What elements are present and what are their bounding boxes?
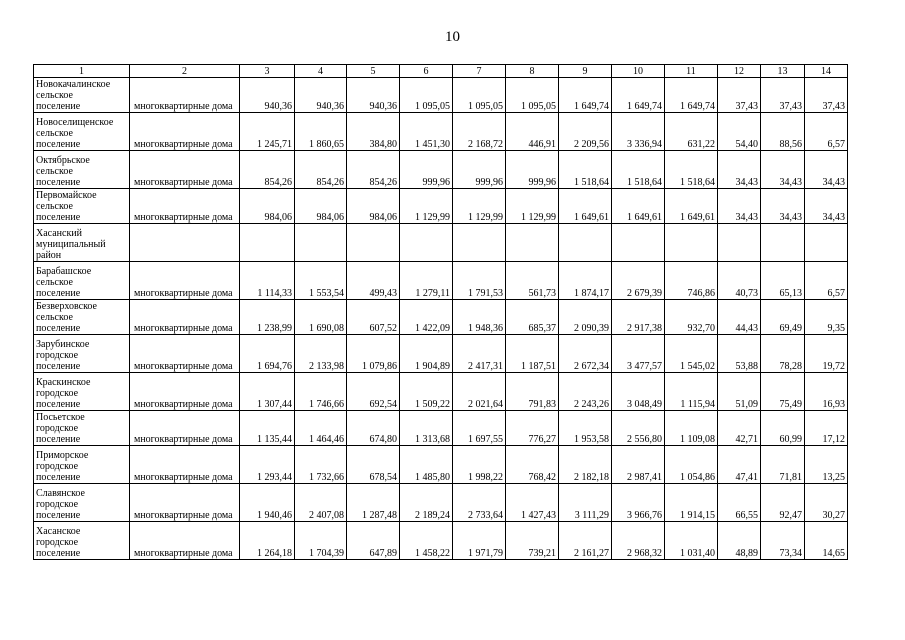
column-number-header: 12 bbox=[718, 65, 761, 78]
tariff-value-cell bbox=[665, 224, 718, 262]
table-header-row bbox=[34, 65, 848, 78]
settlement-name-line: Славянское bbox=[36, 488, 85, 499]
column-number-header: 1 bbox=[34, 65, 130, 78]
settlement-name-line: Новокачалинское bbox=[36, 79, 111, 90]
settlement-name-line: поселение bbox=[36, 323, 81, 334]
settlement-name-cell bbox=[34, 113, 130, 151]
tariff-value-cell: 1 115,94 bbox=[665, 373, 718, 411]
tariff-value-cell: 19,72 bbox=[805, 335, 848, 373]
table-row bbox=[34, 151, 848, 189]
tariff-value-cell bbox=[295, 224, 347, 262]
tariff-value-cell: 1 095,05 bbox=[506, 78, 559, 113]
settlement-name-line: сельское bbox=[36, 312, 73, 323]
tariff-value-cell bbox=[347, 224, 400, 262]
tariff-value-cell: 1 114,33 bbox=[240, 262, 295, 300]
tariff-value-cell: 78,28 bbox=[761, 335, 805, 373]
settlement-name-cell bbox=[34, 411, 130, 446]
page-number: 10 bbox=[445, 29, 460, 45]
tariff-value-cell: 384,80 bbox=[347, 113, 400, 151]
tariff-value-cell: 2 182,18 bbox=[559, 446, 612, 484]
tariff-value-cell: 2 407,08 bbox=[295, 484, 347, 522]
tariff-value-cell: 1 509,22 bbox=[400, 373, 453, 411]
tariff-value-cell: 940,36 bbox=[240, 78, 295, 113]
settlement-name-line: поселение bbox=[36, 139, 81, 150]
tariff-value-cell: 37,43 bbox=[718, 78, 761, 113]
settlement-name-line: Хасанский bbox=[36, 228, 83, 239]
tariff-value-cell: 1 451,30 bbox=[400, 113, 453, 151]
housing-type-cell bbox=[130, 224, 240, 262]
tariff-value-cell: 1 422,09 bbox=[400, 300, 453, 335]
tariff-value-cell bbox=[761, 224, 805, 262]
housing-type-cell: многоквартирные дома bbox=[130, 113, 240, 151]
tariff-value-cell: 1 129,99 bbox=[506, 189, 559, 224]
tariff-value-cell: 1 279,11 bbox=[400, 262, 453, 300]
settlement-name-line: городское bbox=[36, 388, 79, 399]
tariff-value-cell: 746,86 bbox=[665, 262, 718, 300]
tariff-value-cell: 1 732,66 bbox=[295, 446, 347, 484]
tariff-value-cell: 34,43 bbox=[805, 151, 848, 189]
tariff-value-cell: 1 940,46 bbox=[240, 484, 295, 522]
tariff-value-cell: 1 914,15 bbox=[665, 484, 718, 522]
tariff-value-cell: 1 874,17 bbox=[559, 262, 612, 300]
table-row bbox=[34, 189, 848, 224]
tariff-value-cell: 607,52 bbox=[347, 300, 400, 335]
settlement-name-line: район bbox=[36, 250, 62, 261]
settlement-name-cell bbox=[34, 262, 130, 300]
column-number-header: 2 bbox=[130, 65, 240, 78]
tariff-value-cell: 984,06 bbox=[347, 189, 400, 224]
settlement-name-line: городское bbox=[36, 499, 79, 510]
tariff-value-cell: 1 948,36 bbox=[453, 300, 506, 335]
column-number-header: 7 bbox=[453, 65, 506, 78]
tariff-value-cell: 1 485,80 bbox=[400, 446, 453, 484]
tariff-value-cell: 854,26 bbox=[347, 151, 400, 189]
tariff-value-cell: 1 031,40 bbox=[665, 522, 718, 560]
settlement-name-line: Приморское bbox=[36, 450, 89, 461]
tariff-value-cell: 66,55 bbox=[718, 484, 761, 522]
tariff-value-cell: 34,43 bbox=[761, 151, 805, 189]
tariff-value-cell bbox=[805, 224, 848, 262]
settlement-name-line: поселение bbox=[36, 548, 81, 559]
tariff-value-cell: 1 697,55 bbox=[453, 411, 506, 446]
tariff-value-cell: 674,80 bbox=[347, 411, 400, 446]
tariff-value-cell: 47,41 bbox=[718, 446, 761, 484]
settlement-name-line: муниципальный bbox=[36, 239, 106, 250]
tariff-value-cell: 16,93 bbox=[805, 373, 848, 411]
tariff-value-cell: 1 649,74 bbox=[665, 78, 718, 113]
column-number-header: 5 bbox=[347, 65, 400, 78]
settlement-name-line: поселение bbox=[36, 399, 81, 410]
settlement-name-cell bbox=[34, 373, 130, 411]
tariff-value-cell: 6,57 bbox=[805, 113, 848, 151]
settlement-name-cell bbox=[34, 224, 130, 262]
tariff-value-cell: 446,91 bbox=[506, 113, 559, 151]
table-row bbox=[34, 78, 848, 113]
tariff-value-cell: 984,06 bbox=[240, 189, 295, 224]
tariff-value-cell: 932,70 bbox=[665, 300, 718, 335]
tariff-value-cell: 30,27 bbox=[805, 484, 848, 522]
settlement-name-line: Безверховское bbox=[36, 301, 97, 312]
settlement-name-line: Зарубинское bbox=[36, 339, 90, 350]
tariff-value-cell: 2 161,27 bbox=[559, 522, 612, 560]
tariff-value-cell: 854,26 bbox=[295, 151, 347, 189]
table-row bbox=[34, 446, 848, 484]
tariff-value-cell: 65,13 bbox=[761, 262, 805, 300]
settlement-name-cell bbox=[34, 484, 130, 522]
tariff-value-cell: 3 477,57 bbox=[612, 335, 665, 373]
tariff-value-cell: 2 090,39 bbox=[559, 300, 612, 335]
settlement-name-cell bbox=[34, 78, 130, 113]
tariff-value-cell: 739,21 bbox=[506, 522, 559, 560]
settlement-name-line: сельское bbox=[36, 128, 73, 139]
tariff-value-cell: 51,09 bbox=[718, 373, 761, 411]
tariff-value-cell bbox=[240, 224, 295, 262]
tariff-value-cell: 647,89 bbox=[347, 522, 400, 560]
column-number-header: 14 bbox=[805, 65, 848, 78]
tariff-value-cell: 34,43 bbox=[805, 189, 848, 224]
table-row bbox=[34, 300, 848, 335]
tariff-value-cell: 73,34 bbox=[761, 522, 805, 560]
settlement-name-line: сельское bbox=[36, 166, 73, 177]
tariff-value-cell: 2 243,26 bbox=[559, 373, 612, 411]
tariff-value-cell: 1 287,48 bbox=[347, 484, 400, 522]
settlement-name-line: сельское bbox=[36, 201, 73, 212]
settlement-name-line: городское bbox=[36, 350, 79, 361]
tariff-value-cell: 2 189,24 bbox=[400, 484, 453, 522]
tariff-value-cell bbox=[400, 224, 453, 262]
tariff-value-cell: 2 168,72 bbox=[453, 113, 506, 151]
column-number-header: 4 bbox=[295, 65, 347, 78]
settlement-name-cell bbox=[34, 335, 130, 373]
tariff-value-cell: 2 417,31 bbox=[453, 335, 506, 373]
tariff-value-cell: 2 679,39 bbox=[612, 262, 665, 300]
tariff-value-cell: 1 649,74 bbox=[612, 78, 665, 113]
settlement-name-line: поселение bbox=[36, 101, 81, 112]
tariff-value-cell: 1 238,99 bbox=[240, 300, 295, 335]
column-number-header: 10 bbox=[612, 65, 665, 78]
tariff-value-cell: 1 458,22 bbox=[400, 522, 453, 560]
tariff-value-cell: 1 079,86 bbox=[347, 335, 400, 373]
tariff-value-cell: 1 109,08 bbox=[665, 411, 718, 446]
tariff-value-cell: 13,25 bbox=[805, 446, 848, 484]
tariff-value-cell: 776,27 bbox=[506, 411, 559, 446]
tariff-value-cell: 1 307,44 bbox=[240, 373, 295, 411]
table-row bbox=[34, 224, 848, 262]
settlement-name-line: городское bbox=[36, 423, 79, 434]
tariff-value-cell: 499,43 bbox=[347, 262, 400, 300]
table-row bbox=[34, 411, 848, 446]
tariff-value-cell: 34,43 bbox=[718, 189, 761, 224]
tariff-value-cell: 92,47 bbox=[761, 484, 805, 522]
settlement-name-line: поселение bbox=[36, 361, 81, 372]
tariff-value-cell: 984,06 bbox=[295, 189, 347, 224]
column-number-header: 6 bbox=[400, 65, 453, 78]
tariff-value-cell: 37,43 bbox=[805, 78, 848, 113]
tariff-value-cell: 1 998,22 bbox=[453, 446, 506, 484]
housing-type-cell: многоквартирные дома bbox=[130, 522, 240, 560]
tariff-value-cell: 44,43 bbox=[718, 300, 761, 335]
settlement-name-line: сельское bbox=[36, 277, 73, 288]
settlement-name-cell bbox=[34, 522, 130, 560]
tariff-value-cell: 1 095,05 bbox=[453, 78, 506, 113]
tariff-value-cell: 791,83 bbox=[506, 373, 559, 411]
tariff-value-cell: 54,40 bbox=[718, 113, 761, 151]
settlement-name-line: городское bbox=[36, 537, 79, 548]
settlement-name-cell bbox=[34, 151, 130, 189]
tariff-value-cell: 1 293,44 bbox=[240, 446, 295, 484]
tariff-value-cell: 768,42 bbox=[506, 446, 559, 484]
settlement-name-line: поселение bbox=[36, 288, 81, 299]
settlement-name-line: Барабашское bbox=[36, 266, 92, 277]
tariff-value-cell bbox=[718, 224, 761, 262]
column-number-header: 11 bbox=[665, 65, 718, 78]
tariff-value-cell: 2 556,80 bbox=[612, 411, 665, 446]
tariff-value-cell: 1 704,39 bbox=[295, 522, 347, 560]
tariff-value-cell: 1 518,64 bbox=[665, 151, 718, 189]
housing-type-cell: многоквартирные дома bbox=[130, 373, 240, 411]
housing-type-cell: многоквартирные дома bbox=[130, 411, 240, 446]
tariff-value-cell: 685,37 bbox=[506, 300, 559, 335]
tariff-value-cell: 1 427,43 bbox=[506, 484, 559, 522]
tariff-value-cell: 2 209,56 bbox=[559, 113, 612, 151]
tariff-value-cell: 3 111,29 bbox=[559, 484, 612, 522]
tariff-value-cell: 1 129,99 bbox=[453, 189, 506, 224]
tariff-value-cell: 3 048,49 bbox=[612, 373, 665, 411]
tariff-value-cell: 75,49 bbox=[761, 373, 805, 411]
tariff-value-cell: 631,22 bbox=[665, 113, 718, 151]
tariff-value-cell: 1 791,53 bbox=[453, 262, 506, 300]
tariff-value-cell: 1 187,51 bbox=[506, 335, 559, 373]
tariff-value-cell: 1 860,65 bbox=[295, 113, 347, 151]
tariff-value-cell bbox=[506, 224, 559, 262]
tariff-value-cell: 9,35 bbox=[805, 300, 848, 335]
tariff-value-cell: 60,99 bbox=[761, 411, 805, 446]
table-row bbox=[34, 113, 848, 151]
settlement-name-cell bbox=[34, 189, 130, 224]
tariff-value-cell: 14,65 bbox=[805, 522, 848, 560]
tariff-value-cell: 561,73 bbox=[506, 262, 559, 300]
tariff-value-cell: 1 518,64 bbox=[559, 151, 612, 189]
tariff-value-cell: 34,43 bbox=[761, 189, 805, 224]
table-row bbox=[34, 335, 848, 373]
tariff-value-cell: 1 264,18 bbox=[240, 522, 295, 560]
settlement-name-line: поселение bbox=[36, 510, 81, 521]
tariff-value-cell: 48,89 bbox=[718, 522, 761, 560]
tariff-value-cell: 1 971,79 bbox=[453, 522, 506, 560]
tariff-value-cell: 1 649,74 bbox=[559, 78, 612, 113]
tariff-value-cell: 1 746,66 bbox=[295, 373, 347, 411]
tariff-value-cell: 3 336,94 bbox=[612, 113, 665, 151]
settlement-name-line: поселение bbox=[36, 472, 81, 483]
tariff-value-cell: 940,36 bbox=[295, 78, 347, 113]
tariff-table bbox=[33, 64, 848, 560]
tariff-value-cell: 1 545,02 bbox=[665, 335, 718, 373]
tariff-value-cell: 999,96 bbox=[453, 151, 506, 189]
table-row bbox=[34, 262, 848, 300]
tariff-value-cell: 1 464,46 bbox=[295, 411, 347, 446]
settlement-name-line: Новоселищенское bbox=[36, 117, 114, 128]
tariff-value-cell: 1 953,58 bbox=[559, 411, 612, 446]
tariff-value-cell: 692,54 bbox=[347, 373, 400, 411]
tariff-value-cell: 2 968,32 bbox=[612, 522, 665, 560]
housing-type-cell: многоквартирные дома bbox=[130, 78, 240, 113]
table-row bbox=[34, 373, 848, 411]
settlement-name-cell bbox=[34, 446, 130, 484]
tariff-value-cell: 2 672,34 bbox=[559, 335, 612, 373]
housing-type-cell: многоквартирные дома bbox=[130, 151, 240, 189]
settlement-name-line: поселение bbox=[36, 177, 81, 188]
tariff-value-cell: 1 135,44 bbox=[240, 411, 295, 446]
housing-type-cell: многоквартирные дома bbox=[130, 484, 240, 522]
tariff-value-cell: 1 690,08 bbox=[295, 300, 347, 335]
settlement-name-line: Октябрьское bbox=[36, 155, 90, 166]
tariff-value-cell: 34,43 bbox=[718, 151, 761, 189]
tariff-value-cell: 1 904,89 bbox=[400, 335, 453, 373]
tariff-value-cell: 940,36 bbox=[347, 78, 400, 113]
tariff-value-cell: 2 987,41 bbox=[612, 446, 665, 484]
tariff-value-cell: 854,26 bbox=[240, 151, 295, 189]
table-row bbox=[34, 484, 848, 522]
settlement-name-line: Посьетское bbox=[36, 412, 85, 423]
tariff-value-cell: 1 553,54 bbox=[295, 262, 347, 300]
table-body bbox=[34, 65, 848, 560]
tariff-value-cell: 71,81 bbox=[761, 446, 805, 484]
tariff-value-cell: 37,43 bbox=[761, 78, 805, 113]
housing-type-cell: многоквартирные дома bbox=[130, 446, 240, 484]
tariff-value-cell: 1 518,64 bbox=[612, 151, 665, 189]
settlement-name-line: городское bbox=[36, 461, 79, 472]
tariff-value-cell: 2 133,98 bbox=[295, 335, 347, 373]
tariff-value-cell: 678,54 bbox=[347, 446, 400, 484]
tariff-value-cell: 17,12 bbox=[805, 411, 848, 446]
settlement-name-cell bbox=[34, 300, 130, 335]
tariff-value-cell: 1 649,61 bbox=[559, 189, 612, 224]
housing-type-cell: многоквартирные дома bbox=[130, 335, 240, 373]
housing-type-cell: многоквартирные дома bbox=[130, 189, 240, 224]
tariff-value-cell: 6,57 bbox=[805, 262, 848, 300]
settlement-name-line: поселение bbox=[36, 434, 81, 445]
tariff-value-cell: 53,88 bbox=[718, 335, 761, 373]
tariff-value-cell: 69,49 bbox=[761, 300, 805, 335]
settlement-name-line: Первомайское bbox=[36, 190, 97, 201]
settlement-name-line: сельское bbox=[36, 90, 73, 101]
tariff-value-cell: 999,96 bbox=[506, 151, 559, 189]
tariff-value-cell: 1 649,61 bbox=[665, 189, 718, 224]
tariff-value-cell: 1 694,76 bbox=[240, 335, 295, 373]
tariff-value-cell: 2 021,64 bbox=[453, 373, 506, 411]
tariff-value-cell: 2 917,38 bbox=[612, 300, 665, 335]
tariff-value-cell: 3 966,76 bbox=[612, 484, 665, 522]
tariff-value-cell: 2 733,64 bbox=[453, 484, 506, 522]
tariff-value-cell bbox=[453, 224, 506, 262]
tariff-value-cell: 1 649,61 bbox=[612, 189, 665, 224]
housing-type-cell: многоквартирные дома bbox=[130, 262, 240, 300]
tariff-value-cell: 1 245,71 bbox=[240, 113, 295, 151]
tariff-value-cell: 999,96 bbox=[400, 151, 453, 189]
tariff-value-cell: 1 095,05 bbox=[400, 78, 453, 113]
tariff-value-cell: 40,73 bbox=[718, 262, 761, 300]
tariff-value-cell bbox=[559, 224, 612, 262]
settlement-name-line: Краскинское bbox=[36, 377, 91, 388]
tariff-value-cell: 1 054,86 bbox=[665, 446, 718, 484]
table-row bbox=[34, 522, 848, 560]
column-number-header: 8 bbox=[506, 65, 559, 78]
settlement-name-line: поселение bbox=[36, 212, 81, 223]
tariff-value-cell: 42,71 bbox=[718, 411, 761, 446]
column-number-header: 9 bbox=[559, 65, 612, 78]
tariff-value-cell bbox=[612, 224, 665, 262]
column-number-header: 13 bbox=[761, 65, 805, 78]
housing-type-cell: многоквартирные дома bbox=[130, 300, 240, 335]
tariff-value-cell: 1 129,99 bbox=[400, 189, 453, 224]
tariff-value-cell: 88,56 bbox=[761, 113, 805, 151]
column-number-header: 3 bbox=[240, 65, 295, 78]
tariff-value-cell: 1 313,68 bbox=[400, 411, 453, 446]
settlement-name-line: Хасанское bbox=[36, 526, 81, 537]
